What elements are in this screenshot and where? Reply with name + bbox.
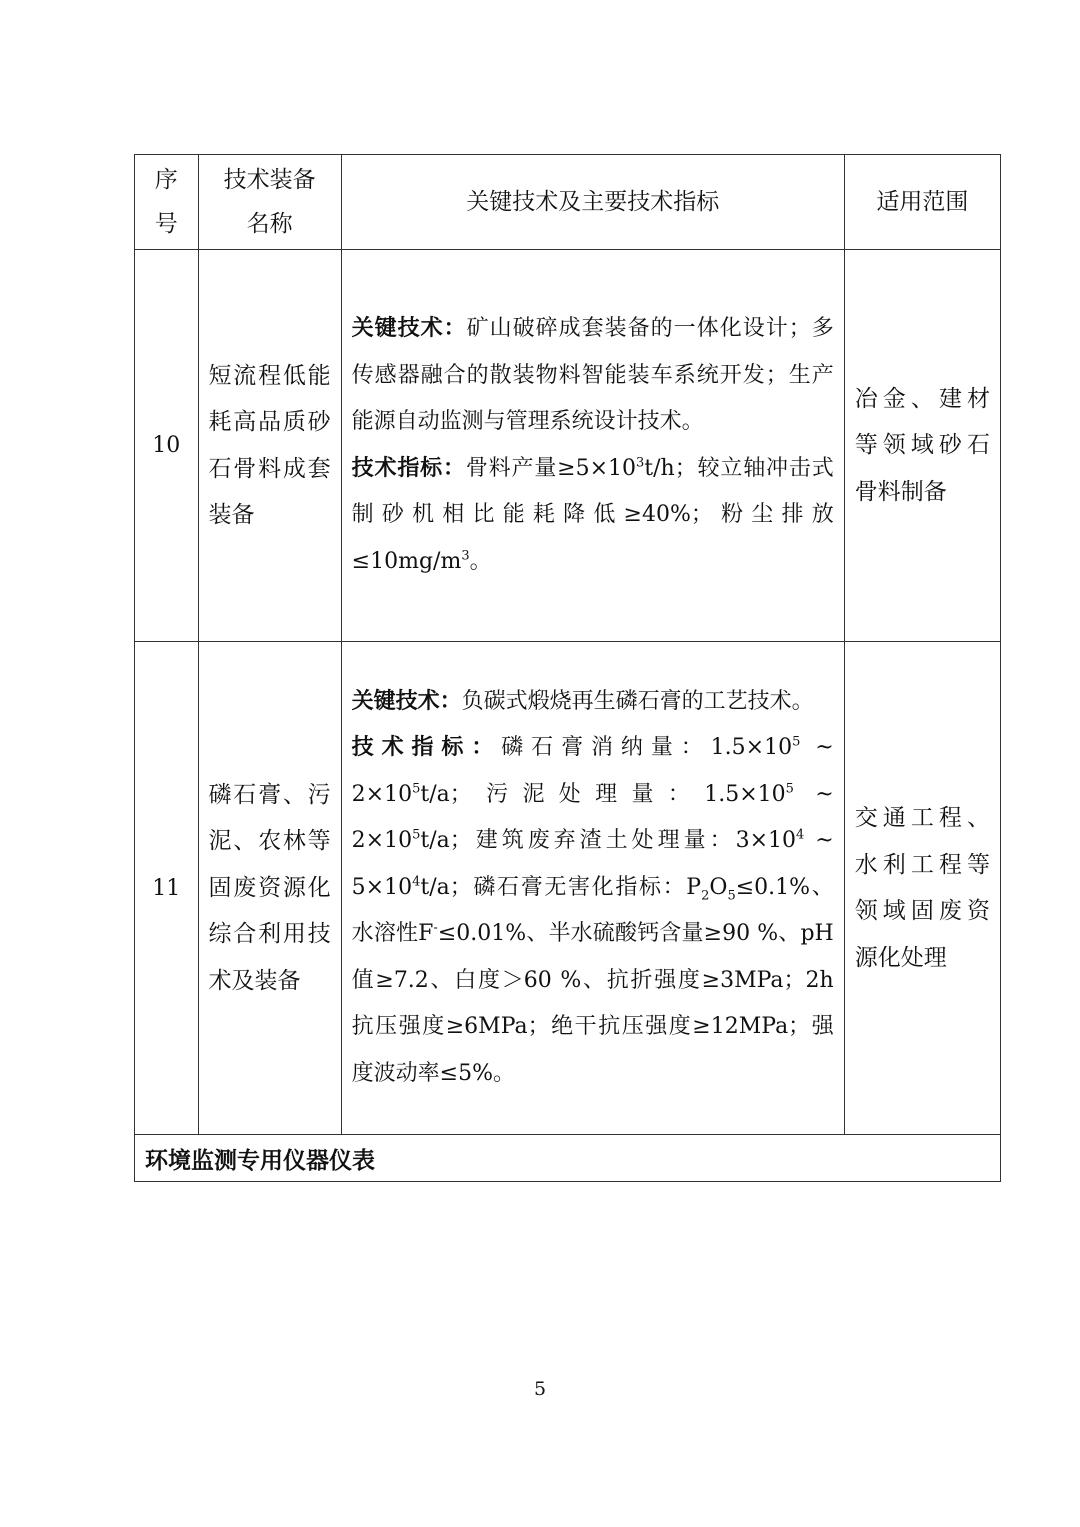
scope-of-application: 交通工程、水利工程等领域固废资源化处理: [844, 642, 1000, 1135]
scope-of-application: 冶金、建材等领域砂石骨料制备: [844, 250, 1000, 642]
tech-indicators: 技术指标：磷石膏消纳量：$1.5\times 10^5$ ~ $2\times 10^5t/a$；污泥处理量：$1.5\times 10^5$ ~ $2\times 10^5t/a$；建筑废弃渣土处理量：$3\times 10^4$ ~ $5\times 10^4t/a$；磷石膏无害化指标：$P_2O_5\le 0.1\%$、水溶性F-≤0.01%、半水硫酸钙含量≥90 %、pH值≥7.2、白度＞60 %、抗折强度≥3MPa；2h抗压强度≥6MPa；绝干抗压强度≥12MPa；强度波动率≤5%。: [351, 734, 834, 1086]
key-technology: [352, 679, 834, 726]
key-technology-text: 矿山破碎成套装备的一体化设计；多传感器融合的散装物料智能装车系统开发；生产能源自动监测与管理系统设计技术。: [351, 316, 834, 434]
equipment-table: [134, 154, 1001, 1182]
header-name: 技术装备名称: [198, 155, 341, 250]
key-technology-label: 关键技术：: [351, 688, 462, 714]
equipment-name: 磷石膏、污泥、农林等固废资源化综合利用技术及装备: [198, 642, 341, 1135]
tech-indicators: 技术指标：骨料产量$\ge 5\times 10^3t/h$；较立轴冲击式制砂机相比能耗降低≥40%；粉尘排放$\le 10mg/m^3$。: [351, 455, 834, 574]
section-row: [135, 1135, 1001, 1182]
table-header-row: [135, 155, 1001, 250]
key-technology: [352, 306, 834, 446]
tech-indicators-label: 技术指标：: [351, 735, 502, 761]
table-row: [135, 250, 1001, 642]
header-scope: 适用范围: [844, 155, 1000, 250]
row-number: 11: [135, 642, 199, 1135]
key-technology-label: 关键技术：: [351, 316, 467, 341]
row-number: 10: [135, 250, 199, 642]
header-key: 关键技术及主要技术指标: [341, 155, 844, 250]
tech-indicators-label: 技术指标：: [351, 455, 466, 481]
table-row: [135, 642, 1001, 1135]
key-technology-text: 负碳式煅烧再生磷石膏的工艺技术。: [461, 688, 814, 714]
key-technology-cell: [341, 642, 844, 1135]
equipment-name: 短流程低能耗高品质砂石骨料成套装备: [198, 250, 341, 642]
page-number: 5: [533, 1378, 547, 1400]
key-technology-cell: [341, 250, 844, 642]
header-no: 序号: [135, 155, 199, 250]
section-title: 环境监测专用仪器仪表: [135, 1135, 1001, 1182]
